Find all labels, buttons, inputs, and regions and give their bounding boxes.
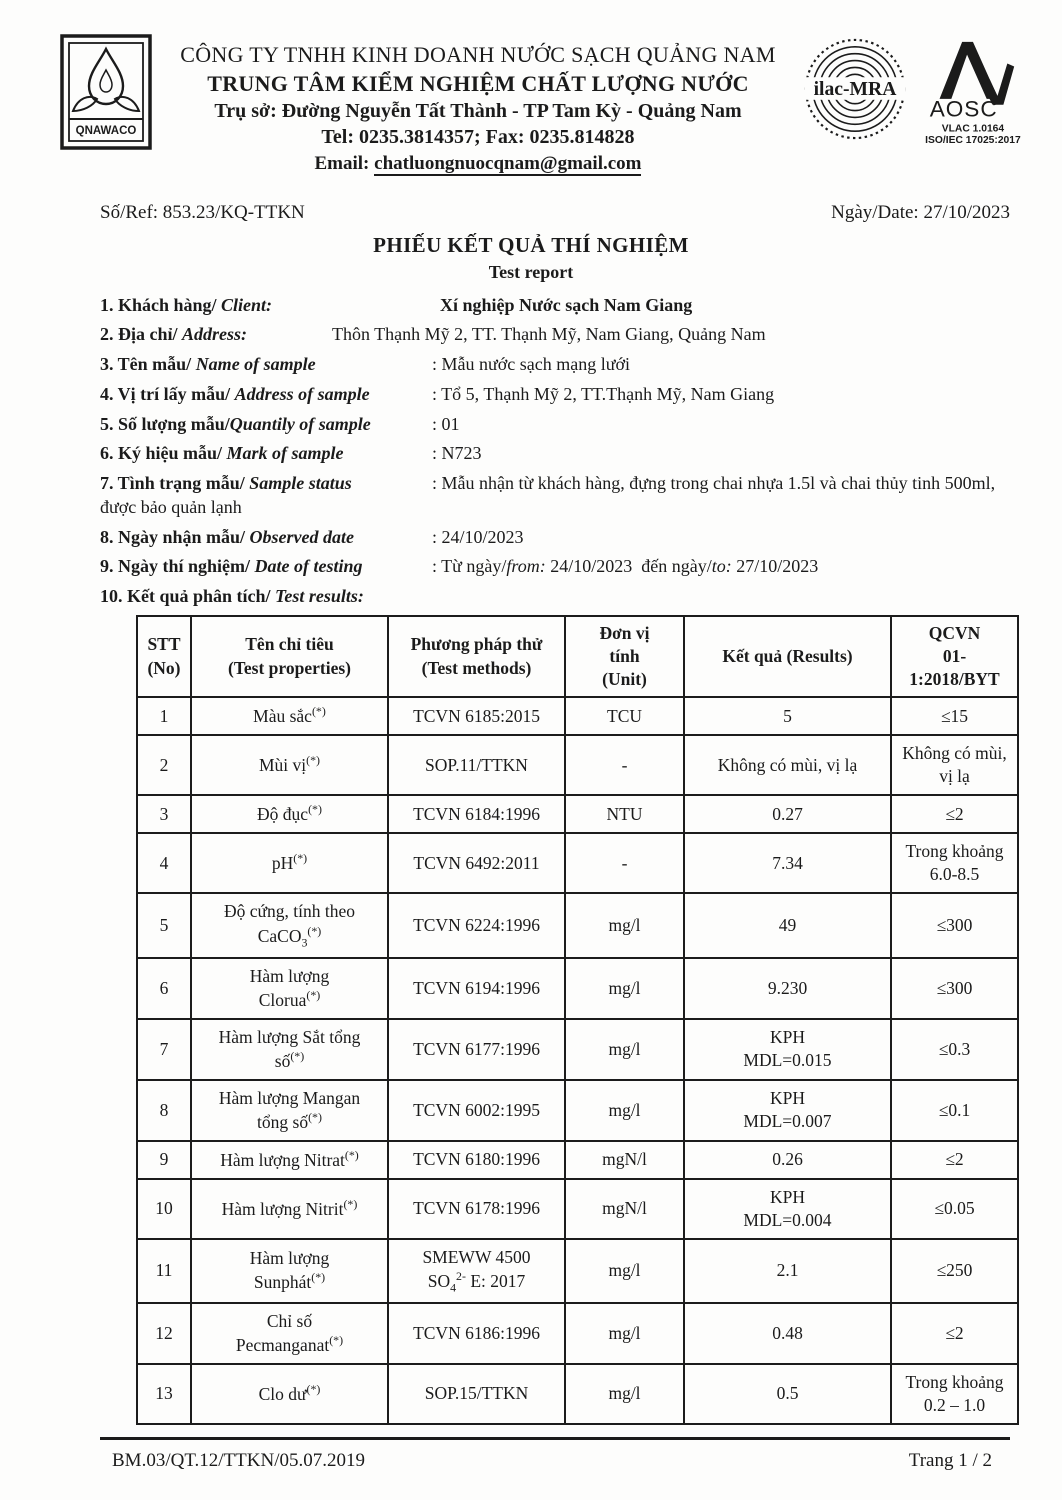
- page-footer: [100, 1437, 1010, 1472]
- cell-name: Clo dư(*): [191, 1364, 388, 1424]
- cell-name: Hàm lượng Nitrat(*): [191, 1141, 388, 1179]
- cell-no: 9: [137, 1141, 191, 1179]
- accreditation-logos: [804, 34, 1028, 146]
- cell-limit: ≤300: [891, 958, 1018, 1019]
- cell-unit: mg/l: [565, 1364, 684, 1424]
- cell-unit: TCU: [565, 697, 684, 735]
- column-header-1: STT (No): [137, 616, 191, 697]
- cell-no: 3: [137, 795, 191, 833]
- cell-limit: Không có mùi, vị lạ: [891, 735, 1018, 795]
- cell-no: 5: [137, 893, 191, 957]
- cell-unit: mg/l: [565, 958, 684, 1019]
- column-header-5: Kết quả (Results): [684, 616, 891, 697]
- info-value: : Mẫu nước sạch mạng lưới: [432, 354, 631, 375]
- info-item-5: [100, 413, 1012, 437]
- results-table-body: [137, 697, 1018, 1424]
- cell-no: 4: [137, 833, 191, 893]
- tel-fax-line: Tel: 0235.3814357; Fax: 0235.814828: [321, 126, 635, 149]
- cell-result: 0.26: [684, 1141, 891, 1179]
- info-value: : Mẫu nhận từ khách hàng, đựng trong chai nhựa 1.5l và chai thủy tinh 500ml, được bảo quản lạnh: [100, 473, 996, 517]
- cell-method: TCVN 6177:1996: [388, 1019, 565, 1080]
- column-header-3: Phương pháp thử (Test methods): [388, 616, 565, 697]
- table-row: [137, 958, 1018, 1019]
- cell-result: Không có mùi, vị lạ: [684, 735, 891, 795]
- cell-result: 0.48: [684, 1303, 891, 1364]
- info-label: 3. Tên mẫu/ Name of sample: [100, 354, 316, 375]
- info-value: : N723: [432, 443, 482, 464]
- cell-unit: mgN/l: [565, 1179, 684, 1239]
- water-drop-hands-icon: [60, 34, 152, 150]
- cell-limit: ≤0.3: [891, 1019, 1018, 1080]
- cell-unit: -: [565, 833, 684, 893]
- cell-result: 0.27: [684, 795, 891, 833]
- ilac-mra-text: ilac-MRA: [813, 78, 897, 100]
- cell-limit: ≤2: [891, 1141, 1018, 1179]
- info-value: : Tổ 5, Thạnh Mỹ 2, TT.Thạnh Mỹ, Nam Giang: [432, 383, 775, 404]
- table-row: [137, 735, 1018, 795]
- cell-unit: mg/l: [565, 1303, 684, 1364]
- aosc-icon: [912, 36, 1028, 146]
- info-label: 5. Số lượng mẫu/Quantily of sample: [100, 413, 371, 434]
- table-row: [137, 833, 1018, 893]
- cell-unit: NTU: [565, 795, 684, 833]
- cell-name: Độ đục(*): [191, 795, 388, 833]
- cell-no: 13: [137, 1364, 191, 1424]
- info-label: 9. Ngày thí nghiệm/ Date of testing: [100, 556, 363, 577]
- cell-result: 0.5: [684, 1364, 891, 1424]
- cell-name: Hàm lượng Sắt tổng số(*): [191, 1019, 388, 1080]
- cell-limit: ≤0.1: [891, 1080, 1018, 1141]
- info-label: 4. Vị trí lấy mẫu/ Address of sample: [100, 383, 370, 404]
- table-row: [137, 893, 1018, 957]
- info-label: 10. Kết quả phân tích/ Test results:: [100, 586, 364, 607]
- cell-no: 12: [137, 1303, 191, 1364]
- cell-name: Hàm lượng Nitrit(*): [191, 1179, 388, 1239]
- info-list: [100, 294, 1012, 609]
- info-item-7: [100, 472, 1012, 520]
- cell-limit: ≤0.05: [891, 1179, 1018, 1239]
- table-row: [137, 1239, 1018, 1303]
- table-row: [137, 795, 1018, 833]
- cell-method: SMEWW 4500 $SO_4^{2-}$ E: 2017: [388, 1239, 565, 1303]
- cell-method: TCVN 6194:1996: [388, 958, 565, 1019]
- info-item-1: [100, 294, 1012, 318]
- page-title: PHIẾU KẾT QUẢ THÍ NGHIỆM: [373, 232, 689, 257]
- report-date: Ngày/Date: 27/10/2023: [831, 201, 1010, 223]
- cell-no: 1: [137, 697, 191, 735]
- cell-no: 2: [137, 735, 191, 795]
- info-value: Thôn Thạnh Mỹ 2, TT. Thạnh Mỹ, Nam Giang, Quảng Nam: [332, 324, 766, 345]
- aosc-text: AOSC: [929, 96, 998, 122]
- cell-result: 5: [684, 697, 891, 735]
- table-row: [137, 1080, 1018, 1141]
- cell-method: TCVN 6492:2011: [388, 833, 565, 893]
- email-address: chatluongnuocqnam@gmail.com: [374, 152, 642, 174]
- cell-result: 2.1: [684, 1239, 891, 1303]
- cell-limit: ≤250: [891, 1239, 1018, 1303]
- cell-name: Hàm lượng Clorua(*): [191, 958, 388, 1019]
- cell-unit: mg/l: [565, 1239, 684, 1303]
- cell-unit: mg/l: [565, 1080, 684, 1141]
- cell-method: TCVN 6185:2015: [388, 697, 565, 735]
- qnawaco-logo-text: QNAWACO: [75, 125, 137, 137]
- table-row: [137, 1179, 1018, 1239]
- page-subtitle: Test report: [488, 262, 574, 283]
- cell-name: Màu sắc(*): [191, 697, 388, 735]
- aosc-vlac-text: VLAC 1.0164: [941, 123, 1005, 135]
- address-line: Trụ sở: Đường Nguyễn Tất Thành - TP Tam Kỳ - Quảng Nam: [214, 100, 742, 123]
- cell-unit: mg/l: [565, 893, 684, 957]
- column-header-2: Tên chỉ tiêu (Test properties): [191, 616, 388, 697]
- info-label: 7. Tình trạng mẫu/ Sample status: [100, 473, 352, 494]
- cell-limit: Trong khoảng 6.0-8.5: [891, 833, 1018, 893]
- table-row: [137, 1364, 1018, 1424]
- cell-limit: Trong khoảng 0.2 – 1.0: [891, 1364, 1018, 1424]
- info-item-6: [100, 442, 1012, 466]
- cell-result: 9.230: [684, 958, 891, 1019]
- company-name: CÔNG TY TNHH KINH DOANH NƯỚC SẠCH QUẢNG NAM: [180, 42, 776, 67]
- cell-unit: -: [565, 735, 684, 795]
- aosc-iso-text: ISO/IEC 17025:2017: [925, 135, 1021, 146]
- cell-result: 49: [684, 893, 891, 957]
- results-table: [136, 615, 1019, 1425]
- letterhead-text: [152, 34, 804, 176]
- cell-limit: ≤2: [891, 1303, 1018, 1364]
- cell-limit: ≤15: [891, 697, 1018, 735]
- cell-name: Độ cứng, tính theo CaCO$_3$(*): [191, 893, 388, 957]
- cell-name: Chỉ số Pecmanganat(*): [191, 1303, 388, 1364]
- cell-no: 7: [137, 1019, 191, 1080]
- cell-result: KPH MDL=0.015: [684, 1019, 891, 1080]
- info-label: 1. Khách hàng/ Client:: [100, 294, 273, 315]
- cell-result: 7.34: [684, 833, 891, 893]
- ilac-mra-icon: [804, 36, 906, 142]
- cell-limit: ≤2: [891, 795, 1018, 833]
- cell-method: SOP.11/TTKN: [388, 735, 565, 795]
- cell-no: 11: [137, 1239, 191, 1303]
- table-row: [137, 697, 1018, 735]
- info-value: : 24/10/2023: [432, 526, 524, 547]
- form-code: BM.03/QT.12/TTKN/05.07.2019: [112, 1450, 365, 1472]
- center-name: TRUNG TÂM KIỂM NGHIỆM CHẤT LƯỢNG NƯỚC: [207, 71, 749, 97]
- info-item-4: [100, 383, 1012, 407]
- cell-method: TCVN 6224:1996: [388, 893, 565, 957]
- info-value: Xí nghiệp Nước sạch Nam Giang: [440, 294, 693, 315]
- info-value: : 01: [432, 413, 460, 434]
- page-number: Trang 1 / 2: [908, 1450, 992, 1472]
- cell-method: TCVN 6180:1996: [388, 1141, 565, 1179]
- cell-no: 10: [137, 1179, 191, 1239]
- cell-no: 6: [137, 958, 191, 1019]
- info-item-8: [100, 526, 1012, 550]
- info-item-10: [100, 585, 1012, 609]
- info-label: 6. Ký hiệu mẫu/ Mark of sample: [100, 443, 344, 464]
- cell-name: pH(*): [191, 833, 388, 893]
- column-header-4: Đơn vị tính (Unit): [565, 616, 684, 697]
- cell-name: Hàm lượng Sunphát(*): [191, 1239, 388, 1303]
- info-label: 8. Ngày nhận mẫu/ Observed date: [100, 526, 355, 547]
- cell-unit: mgN/l: [565, 1141, 684, 1179]
- cell-unit: mg/l: [565, 1019, 684, 1080]
- table-row: [137, 1019, 1018, 1080]
- email-label: Email:: [314, 152, 375, 174]
- cell-no: 8: [137, 1080, 191, 1141]
- cell-method: SOP.15/TTKN: [388, 1364, 565, 1424]
- info-item-9: [100, 555, 1012, 579]
- cell-method: TCVN 6002:1995: [388, 1080, 565, 1141]
- results-header-row: [137, 616, 1018, 697]
- table-row: [137, 1141, 1018, 1179]
- column-header-6: QCVN 01- 1:2018/BYT: [891, 616, 1018, 697]
- cell-limit: ≤300: [891, 893, 1018, 957]
- qnawaco-logo: [60, 34, 152, 155]
- ref-number: Số/Ref: 853.23/KQ-TTKN: [100, 201, 305, 223]
- cell-result: KPH MDL=0.004: [684, 1179, 891, 1239]
- info-item-3: [100, 353, 1012, 377]
- info-item-2: [100, 323, 1012, 347]
- table-row: [137, 1303, 1018, 1364]
- info-label: 2. Địa chỉ/ Address:: [100, 324, 248, 345]
- cell-method: TCVN 6178:1996: [388, 1179, 565, 1239]
- title-block: [0, 232, 1062, 284]
- cell-method: TCVN 6184:1996: [388, 795, 565, 833]
- cell-name: Hàm lượng Mangan tổng số(*): [191, 1080, 388, 1141]
- cell-result: KPH MDL=0.007: [684, 1080, 891, 1141]
- letterhead: [60, 34, 1028, 176]
- email-line: [154, 151, 802, 176]
- cell-name: Mùi vị(*): [191, 735, 388, 795]
- cell-method: TCVN 6186:1996: [388, 1303, 565, 1364]
- meta-row: [100, 202, 1010, 224]
- info-value: : Từ ngày/from: 24/10/2023 đến ngày/to: 27/10/2023: [432, 556, 819, 577]
